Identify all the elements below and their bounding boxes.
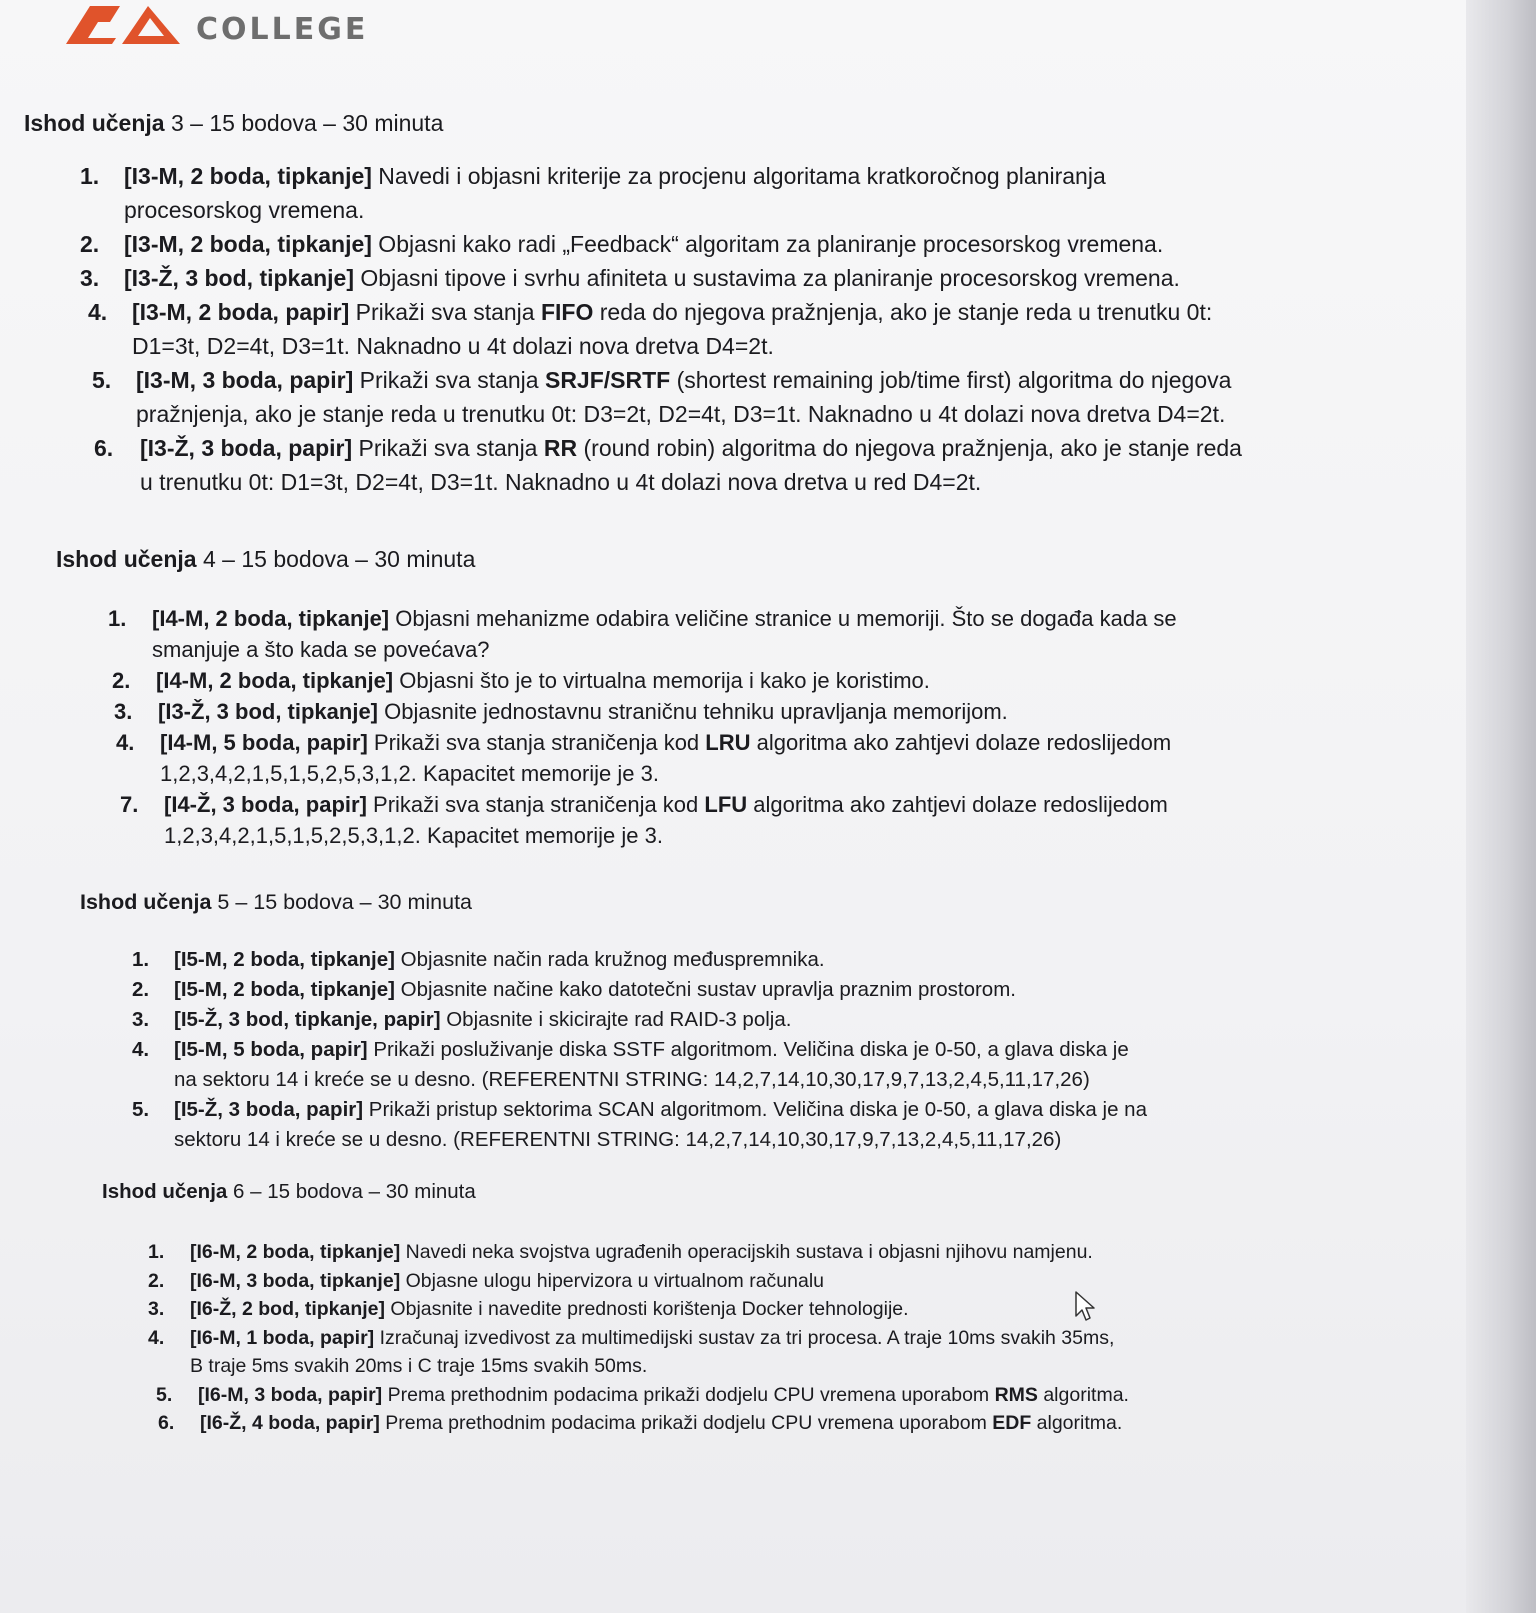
section-ishod-6: [102, 1180, 1129, 1438]
question-item: 4. [I4-M, 5 boda, papir] Prikaži sva stanja straničenja kod LRU algoritma ako zahtjevi dolaze redoslijedom 1,2,3,4,2,1,5,1,5,2,5,3,1,2. Kapacitet memorije je 3.: [116, 730, 1172, 786]
question-item: 3. [I3-Ž, 3 bod, tipkanje] Objasnite jednostavnu straničnu tehniku upravljanja memorijom.: [114, 699, 1008, 724]
question-item: 1. [I4-M, 2 boda, tipkanje] Objasni mehanizme odabira veličine stranice u memoriji. Što se događa kada se smanjuje a što kada se povećava?: [108, 606, 1177, 662]
section-ishod-4: [56, 546, 1177, 851]
question-item: 4. [I3-M, 2 boda, papir] Prikaži sva stanja FIFO reda do njegova pražnjenja, ako je stanje reda u trenutku 0t: D1=3t, D2=4t, D3=1t. Naknadno u 4t dolazi nova dretva D4=2t.: [88, 299, 1213, 359]
college-logo-text: COLLEGE: [196, 12, 369, 47]
question-item: 5. [I5-Ž, 3 boda, papir] Prikaži pristup sektorima SCAN algoritmom. Veličina diska je 0-50, a glava diska je na sektoru 14 i kreće se u desno. (REFERENTNI STRING: 14,2,7,14,10,30,17,9,7,13,2,4,5,11,17,26): [132, 1098, 1147, 1151]
question-item: 2. [I4-M, 2 boda, tipkanje] Objasni što je to virtualna memorija i kako je koristimo.: [112, 668, 930, 693]
question-item: 3. [I5-Ž, 3 bod, tipkanje, papir] Objasnite i skicirajte rad RAID-3 polja.: [132, 1008, 792, 1031]
college-logo: [64, 0, 368, 50]
question-item: 4. [I6-M, 1 boda, papir] Izračunaj izvedivost za multimedijski sustav za tri procesa. A traje 10ms svakih 35ms, B traje 5ms svakih 20ms i C traje 15ms svakih 50ms.: [148, 1326, 1115, 1377]
question-item: 1. [I5-M, 2 boda, tipkanje] Objasnite način rada kružnog međuspremnika.: [132, 948, 825, 971]
question-item: 1. [I3-M, 2 boda, tipkanje] Navedi i objasni kriterije za procjenu algoritama kratkoročnog planiranja procesorskog vremena.: [80, 163, 1106, 223]
question-item: 2. [I6-M, 3 boda, tipkanje] Objasne ulogu hipervizora u virtualnom računalu: [148, 1269, 825, 1292]
question-item: 3. [I6-Ž, 2 bod, tipkanje] Objasnite i navedite prednosti korištenja Docker tehnologije.: [148, 1298, 909, 1320]
question-item: 4. [I5-M, 5 boda, papir] Prikaži posluživanje diska SSTF algoritmom. Veličina diska je 0-50, a glava diska je na sektoru 14 i kreće se u desno. (REFERENTNI STRING: 14,2,7,14,10,30,17,9,7,13,2,4,5,11,17,26): [132, 1038, 1129, 1091]
question-item: 2. [I3-M, 2 boda, tipkanje] Objasni kako radi „Feedback“ algoritam za planiranje procesorskog vremena.: [80, 231, 1164, 257]
section-heading: Ishod učenja 4 – 15 bodova – 30 minuta: [56, 546, 476, 572]
college-logo-mark: [64, 0, 182, 46]
section-heading: Ishod učenja 3 – 15 bodova – 30 minuta: [24, 110, 444, 136]
mouse-pointer-icon: [1074, 1290, 1098, 1322]
question-item: 6. [I6-Ž, 4 boda, papir] Prema prethodnim podacima prikaži dodjelu CPU vremena uporabom EDF algoritma.: [158, 1412, 1123, 1434]
question-item: 6. [I3-Ž, 3 boda, papir] Prikaži sva stanja RR (round robin) algoritma do njegova pražnjenja, ako je stanje reda u trenutku 0t: D1=3t, D2=4t, D3=1t. Naknadno u 4t dolazi nova dretva u red D4=2t.: [94, 435, 1242, 495]
question-item: 2. [I5-M, 2 boda, tipkanje] Objasnite načine kako datotečni sustav upravlja praznim prostorom.: [132, 978, 1016, 1001]
section-ishod-5: [80, 890, 1147, 1155]
question-item: 5. [I3-M, 3 boda, papir] Prikaži sva stanja SRJF/SRTF (shortest remaining job/time first) algoritma do njegova pražnjenja, ako je stanje reda u trenutku 0t: D3=2t, D2=4t, D3=1t. Naknadno u 4t dolazi nova dretva D4=2t.: [92, 367, 1232, 427]
monitor-bezel: [1466, 0, 1536, 1613]
section-heading: Ishod učenja 6 – 15 bodova – 30 minuta: [102, 1180, 476, 1203]
question-item: 3. [I3-Ž, 3 bod, tipkanje] Objasni tipove i svrhu afiniteta u sustavima za planiranje procesorskog vremena.: [80, 265, 1180, 291]
section-heading: Ishod učenja 5 – 15 bodova – 30 minuta: [80, 890, 473, 914]
question-item: 7. [I4-Ž, 3 boda, papir] Prikaži sva stanja straničenja kod LFU algoritma ako zahtjevi dolaze redoslijedom 1,2,3,4,2,1,5,1,5,2,5,3,1,2. Kapacitet memorije je 3.: [120, 792, 1168, 848]
section-ishod-3: [24, 110, 1242, 499]
question-item: 1. [I6-M, 2 boda, tipkanje] Navedi neka svojstva ugrađenih operacijskih sustava i objasni njihovu namjenu.: [148, 1241, 1093, 1263]
question-item: 5. [I6-M, 3 boda, papir] Prema prethodnim podacima prikaži dodjelu CPU vremena uporabom RMS algoritma.: [156, 1383, 1129, 1406]
